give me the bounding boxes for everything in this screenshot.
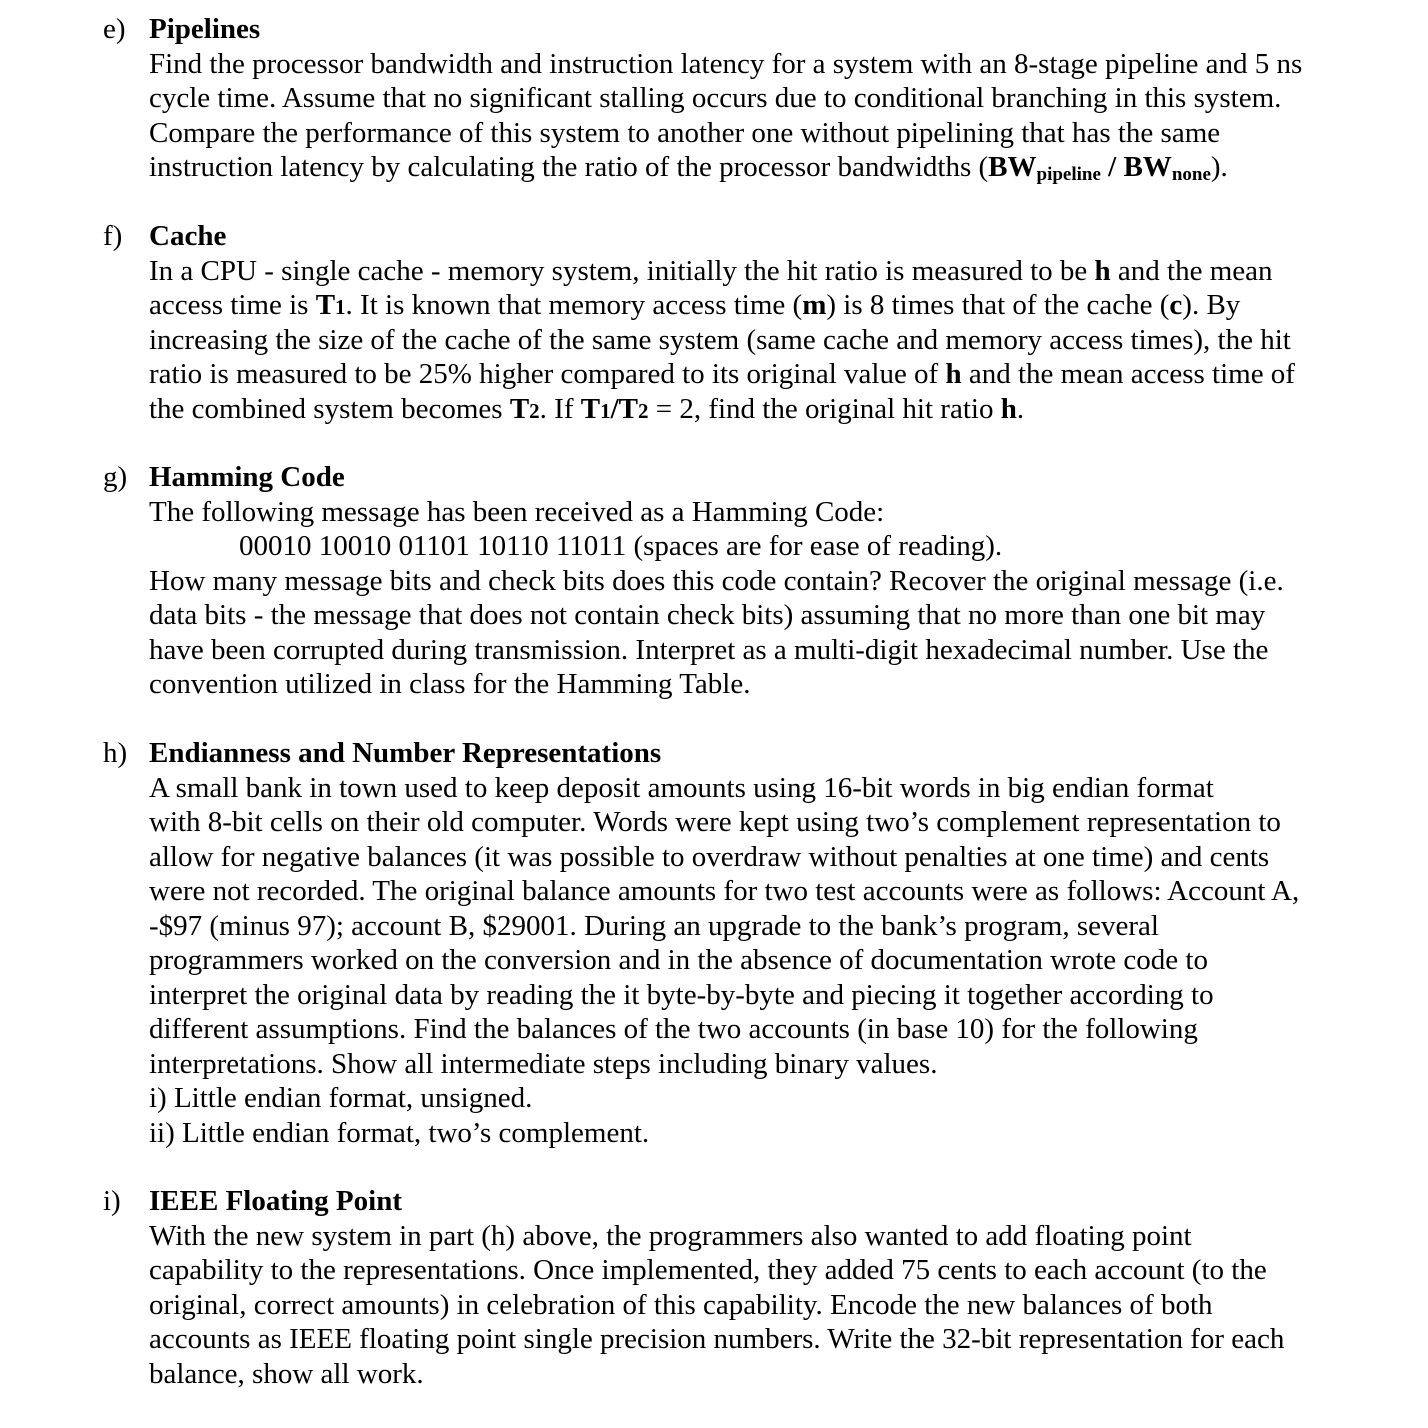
subscript-pipeline: pipeline [1036, 164, 1101, 185]
paragraph-text: instruction latency by calculating the ratio of the processor bandwidths ( [149, 151, 989, 183]
paragraph-line [149, 357, 1295, 392]
section-marker: h) [103, 737, 128, 769]
variable-index: 2 [637, 398, 649, 423]
paragraph-line: different assumptions. Find the balances of the two accounts (in base 10) for the following [149, 1013, 1198, 1045]
variable-t: T [580, 392, 601, 425]
closing-text: ). [1210, 151, 1228, 183]
variable-t: T [509, 392, 530, 425]
paragraph-line: A small bank in town used to keep deposit amounts using 16-bit words in big endian format [149, 771, 1214, 804]
paragraph-line: balance, show all work. [149, 1357, 424, 1390]
variable-t: T [618, 392, 638, 425]
variable-h: h [1000, 392, 1017, 425]
paragraph-text: the combined system becomes [149, 392, 510, 425]
paragraph-line: original, correct amounts) in celebration of this capability. Encode the new balances of both [149, 1288, 1213, 1321]
paragraph-line: allow for negative balances (it was possible to overdraw without penalties at one time) and cents [149, 840, 1270, 873]
section-title: Endianness and Number Representations [149, 737, 662, 769]
bw-symbol: BW [1123, 151, 1172, 183]
variable-h: h [945, 358, 962, 390]
paragraph-line: Find the processor bandwidth and instruction latency for a system with an 8-stage pipeline and 5 ns [149, 47, 1303, 80]
paragraph-line: The following message has been received as a Hamming Code: [149, 495, 885, 528]
variable-t: T [315, 289, 336, 321]
paragraph-line: With the new system in part (h) above, the programmers also wanted to add floating point [149, 1219, 1192, 1252]
paragraph-line: capability to the representations. Once implemented, they added 75 cents to each account (to the [149, 1254, 1267, 1286]
paragraph-line: data bits - the message that does not contain check bits) assuming that no more than one bit may [149, 599, 1266, 631]
variable-index: 2 [529, 398, 540, 423]
paragraph-line: programmers worked on the conversion and in the absence of documentation wrote code to [149, 944, 1208, 976]
paragraph-text: . If [539, 392, 581, 425]
paragraph-text: = 2, find the original hit ratio [648, 392, 1001, 425]
section-title: Hamming Code [149, 461, 345, 493]
sub-question: i) Little endian format, unsigned. [149, 1082, 533, 1114]
paragraph-line: accounts as IEEE floating point single precision numbers. Write the 32-bit representation for each [149, 1323, 1285, 1355]
paragraph-text: access time is [149, 289, 316, 321]
variable-index: 1 [600, 398, 611, 423]
paragraph-line [149, 254, 1273, 289]
section-title: Cache [149, 220, 227, 252]
variable-h: h [1094, 254, 1111, 287]
paragraph-line: cycle time. Assume that no significant stalling occurs due to conditional branching in this system. [149, 82, 1282, 114]
paragraph-line: have been corrupted during transmission. Interpret as a multi-digit hexadecimal number. Use the [149, 633, 1269, 666]
paragraph-text: and the mean [1110, 254, 1273, 287]
paragraph-line: increasing the size of the cache of the same system (same cache and memory access times), the hit [149, 323, 1291, 356]
paragraph-line [149, 150, 1228, 193]
subscript-none: none [1171, 164, 1211, 185]
section-marker: e) [103, 13, 126, 45]
paragraph-text: . It is known that memory access time ( [345, 289, 803, 321]
bw-symbol: BW [988, 151, 1037, 183]
sub-question: ii) Little endian format, two’s complement. [149, 1116, 650, 1149]
slash: / [610, 392, 619, 425]
paragraph-line: were not recorded. The original balance amounts for two test accounts were as follows: Account A, [149, 875, 1300, 907]
section-marker: g) [103, 461, 128, 493]
slash: / [1100, 151, 1124, 183]
section-marker: f) [103, 220, 123, 252]
paragraph-text: ). By [1182, 289, 1241, 321]
section-marker: i) [103, 1185, 121, 1217]
paragraph-line [149, 392, 1024, 429]
variable-c: c [1169, 289, 1183, 321]
paragraph-line: interpret the original data by reading the it byte-by-byte and piecing it together according to [149, 978, 1214, 1011]
variable-index: 1 [335, 295, 346, 319]
variable-m: m [802, 289, 827, 321]
paragraph-line: -$97 (minus 97); account B, $29001. During an upgrade to the bank’s program, several [149, 909, 1159, 942]
paragraph-text: and the mean access time of [961, 358, 1295, 390]
section-title: IEEE Floating Point [149, 1185, 402, 1217]
paragraph-line: Compare the performance of this system to another one without pipelining that has the same [149, 116, 1221, 149]
section-title: Pipelines [149, 13, 261, 45]
paragraph-line: convention utilized in class for the Hamming Table. [149, 668, 751, 700]
paragraph-line: How many message bits and check bits does this code contain? Recover the original message (i.e. [149, 564, 1284, 597]
paragraph-text: ) is 8 times that of the cache ( [826, 289, 1170, 321]
hamming-code-message: 00010 10010 01101 10110 11011 (spaces are for ease of reading). [239, 530, 1003, 562]
paragraph-text: In a CPU - single cache - memory system, initially the hit ratio is measured to be [149, 254, 1095, 287]
paragraph-line: with 8-bit cells on their old computer. Words were kept using two’s complement representation to [149, 806, 1281, 838]
paragraph-line [149, 288, 1240, 325]
paragraph-text: ratio is measured to be 25% higher compared to its original value of [149, 358, 946, 390]
paragraph-line: interpretations. Show all intermediate steps including binary values. [149, 1047, 938, 1080]
paragraph-text: . [1016, 392, 1025, 425]
